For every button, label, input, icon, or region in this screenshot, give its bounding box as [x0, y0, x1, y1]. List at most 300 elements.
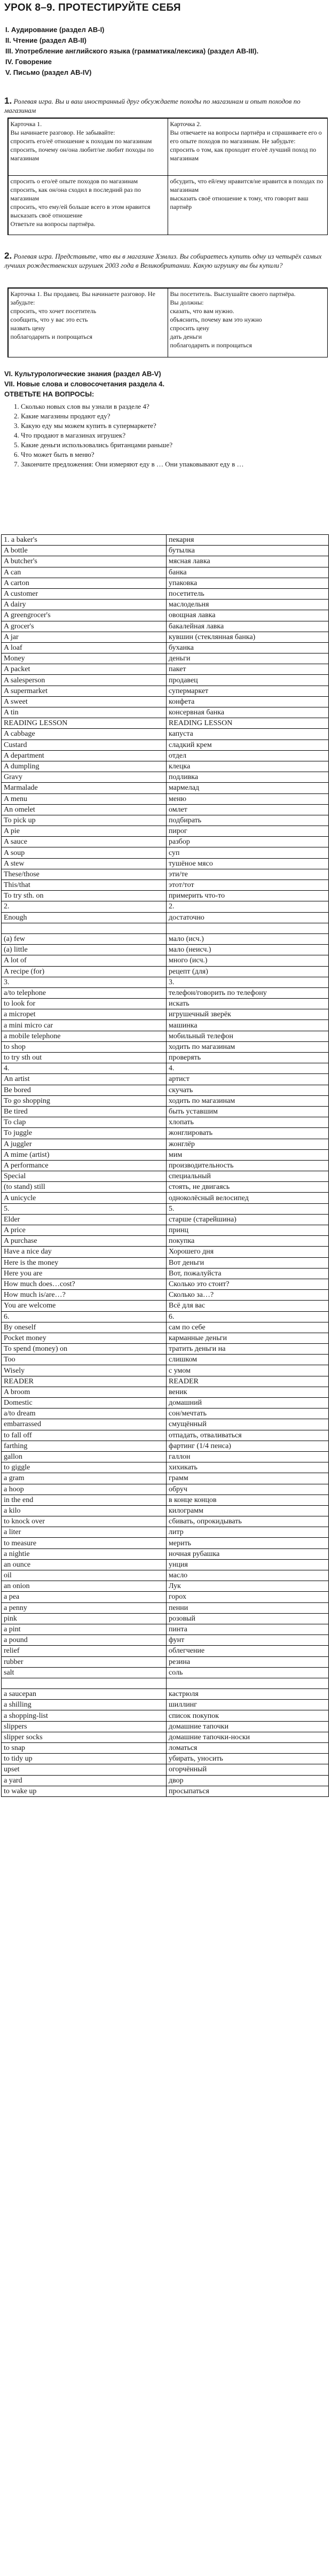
vocab-row — [2, 1106, 329, 1117]
english-term: (to stand) still — [2, 1182, 167, 1193]
russian-translation: унция — [167, 1559, 329, 1570]
english-term: A stew — [2, 858, 167, 869]
russian-translation: 5. — [167, 1203, 329, 1214]
english-term: a gram — [2, 1473, 167, 1484]
vocab-row — [2, 1149, 329, 1160]
vocab-row — [2, 1247, 329, 1257]
english-term: a kilo — [2, 1505, 167, 1516]
russian-translation: 4. — [167, 1063, 329, 1074]
english-term: a pound — [2, 1635, 167, 1646]
english-term: a penny — [2, 1602, 167, 1613]
russian-translation: суп — [167, 847, 329, 858]
vocab-row — [2, 1689, 329, 1700]
russian-translation: сладкий крем — [167, 740, 329, 750]
vocab-row — [2, 1225, 329, 1236]
english-term: To juggle — [2, 1128, 167, 1139]
english-term: Be bored — [2, 1085, 167, 1095]
section-item: III. Употребление английского языка (грамматика/лексика) (раздел АВ-III). — [5, 47, 259, 55]
english-term: Wisely — [2, 1365, 167, 1376]
english-term: Gravy — [2, 772, 167, 783]
russian-translation: список покупок — [167, 1710, 329, 1721]
vocab-row — [2, 804, 329, 815]
english-term: By oneself — [2, 1322, 167, 1333]
vocab-row — [2, 1322, 329, 1333]
english-term: (a) little — [2, 945, 167, 955]
russian-translation: хихикать — [167, 1462, 329, 1473]
english-term: A cabbage — [2, 729, 167, 740]
question-item: 3. Какую еду мы можем купить в супермаркете? — [14, 422, 156, 430]
vocab-row — [2, 664, 329, 675]
russian-translation: мало (исч.) — [167, 933, 329, 944]
english-term: oil — [2, 1570, 167, 1581]
task-text: Ролевая игра. Представьте, что вы в магазине Хэмлиз. Вы собираетесь купить одну из четырёх самых лучших рождественских игрушек 2003 года в Великобритании. Какую игрушку вы бы купили? — [4, 252, 322, 269]
english-term: READER — [2, 1376, 167, 1387]
vocab-row — [2, 1473, 329, 1484]
russian-translation: супермаркет — [167, 686, 329, 696]
task-text: Ролевая игра. Вы и ваш иностранный друг обсуждаете походы по магазинам и опыт походов по магазинам — [4, 97, 301, 114]
vocab-row — [2, 847, 329, 858]
vocab-row — [2, 880, 329, 891]
question-list — [14, 402, 329, 469]
english-term: rubber — [2, 1656, 167, 1667]
english-term: To pick up — [2, 815, 167, 826]
vocab-row — [2, 1333, 329, 1343]
english-term: A juggler — [2, 1139, 167, 1149]
question-item: 2. Какие магазины продают еду? — [14, 412, 110, 420]
vocab-row — [2, 912, 329, 923]
russian-translation: мясная лавка — [167, 556, 329, 567]
russian-translation: примерить что-то — [167, 891, 329, 901]
russian-translation: жонглёр — [167, 1139, 329, 1149]
vocab-row — [2, 610, 329, 621]
vocab-row — [2, 1009, 329, 1020]
english-term: A mime (artist) — [2, 1149, 167, 1160]
english-term: A unicycle — [2, 1193, 167, 1203]
english-term: to try sth out — [2, 1053, 167, 1063]
vocab-row — [2, 1559, 329, 1570]
vocab-row — [2, 1527, 329, 1538]
russian-translation: специальный — [167, 1171, 329, 1182]
vocab-row — [2, 1398, 329, 1408]
russian-translation: стоять, не двигаясь — [167, 1182, 329, 1193]
vocab-row — [2, 1355, 329, 1365]
russian-translation: фунт — [167, 1635, 329, 1646]
russian-translation: мобильный телефон — [167, 1031, 329, 1041]
english-term: a yard — [2, 1775, 167, 1786]
russian-translation: облегчение — [167, 1646, 329, 1656]
question-item: 6. Что может быть в меню? — [14, 450, 94, 458]
russian-translation: клецка — [167, 761, 329, 772]
russian-translation: с умом — [167, 1365, 329, 1376]
vocab-row — [2, 567, 329, 578]
russian-translation: пирог — [167, 826, 329, 837]
russian-translation: пенни — [167, 1602, 329, 1613]
vocabulary-table — [1, 534, 329, 1797]
english-term: A tin — [2, 707, 167, 718]
vocab-row — [2, 718, 329, 729]
russian-translation: хлопать — [167, 1117, 329, 1128]
russian-translation: продавец — [167, 675, 329, 686]
russian-translation: покупка — [167, 1236, 329, 1247]
russian-translation: буханка — [167, 642, 329, 653]
russian-translation: конфета — [167, 696, 329, 707]
english-term: a pea — [2, 1592, 167, 1602]
english-term: This/that — [2, 880, 167, 891]
english-term: embarrassed — [2, 1419, 167, 1430]
vocab-row — [2, 966, 329, 977]
vocab-row — [2, 696, 329, 707]
russian-translation: убирать, уносить — [167, 1754, 329, 1764]
english-term: A performance — [2, 1160, 167, 1171]
russian-translation: Сколько за…? — [167, 1290, 329, 1301]
vocab-row — [2, 1214, 329, 1225]
russian-translation: консервная банка — [167, 707, 329, 718]
english-term: A supermarket — [2, 686, 167, 696]
russian-translation: капуста — [167, 729, 329, 740]
vocab-row — [2, 1074, 329, 1085]
vocab-row — [2, 1268, 329, 1279]
vocab-row — [2, 793, 329, 804]
english-term: upset — [2, 1764, 167, 1775]
english-term: a shilling — [2, 1700, 167, 1710]
vocab-row — [2, 1408, 329, 1419]
russian-translation: жонглировать — [167, 1128, 329, 1139]
english-term: An omelet — [2, 804, 167, 815]
vocab-row — [2, 1732, 329, 1742]
russian-translation: телефон/говорить по телефону — [167, 987, 329, 998]
vocab-row — [2, 955, 329, 966]
russian-translation: пакет — [167, 664, 329, 675]
russian-translation: Вот, пожалуйста — [167, 1268, 329, 1279]
english-term: Elder — [2, 1214, 167, 1225]
english-term: 6. — [2, 1311, 167, 1322]
english-term: in the end — [2, 1495, 167, 1505]
russian-translation: эти/те — [167, 869, 329, 880]
english-term: A greengrocer's — [2, 610, 167, 621]
russian-translation: мармелад — [167, 783, 329, 793]
vocab-row — [2, 1538, 329, 1548]
english-term: How much is/are…? — [2, 1290, 167, 1301]
vocab-row — [2, 891, 329, 901]
russian-translation: огорчённый — [167, 1764, 329, 1775]
english-term: How much does…cost? — [2, 1279, 167, 1289]
task-1-cards — [7, 118, 328, 235]
english-term: gallon — [2, 1451, 167, 1462]
russian-translation: Вот деньги — [167, 1257, 329, 1268]
english-term: A jar — [2, 632, 167, 642]
english-term: A carton — [2, 578, 167, 588]
vocab-row — [2, 1505, 329, 1516]
english-term: Pocket money — [2, 1333, 167, 1343]
russian-translation: кувшин (стеклянная банка) — [167, 632, 329, 642]
english-term: Custard — [2, 740, 167, 750]
vocab-row — [2, 1301, 329, 1311]
vocab-row — [2, 1193, 329, 1203]
vocab-row — [2, 858, 329, 869]
section-list — [5, 25, 326, 78]
russian-translation: домашние тапочки — [167, 1721, 329, 1732]
english-term: slippers — [2, 1721, 167, 1732]
russian-translation: веник — [167, 1387, 329, 1397]
vocab-row — [2, 1257, 329, 1268]
english-term: A packet — [2, 664, 167, 675]
english-term: A loaf — [2, 642, 167, 653]
vocab-row — [2, 1117, 329, 1128]
russian-translation: Хорошего дня — [167, 1247, 329, 1257]
vocab-row — [2, 837, 329, 847]
russian-translation: 6. — [167, 1311, 329, 1322]
english-term: A dairy — [2, 600, 167, 610]
english-term: salt — [2, 1667, 167, 1678]
vocab-row — [2, 729, 329, 740]
vocab-row — [2, 1376, 329, 1387]
russian-translation: просыпаться — [167, 1786, 329, 1796]
vocab-row — [2, 826, 329, 837]
russian-translation: ходить по магазинам — [167, 1041, 329, 1052]
english-term: Have a nice day — [2, 1247, 167, 1257]
section-item: VI. Культурологические знания (раздел АВ-V) — [4, 370, 161, 378]
english-term: to tidy up — [2, 1754, 167, 1764]
vocab-row — [2, 1171, 329, 1182]
english-term: Special — [2, 1171, 167, 1182]
vocab-row — [2, 1203, 329, 1214]
vocabulary-body — [2, 535, 329, 1797]
vocab-row — [2, 1764, 329, 1775]
vocab-row — [2, 999, 329, 1009]
english-term: to giggle — [2, 1462, 167, 1473]
russian-translation: грамм — [167, 1473, 329, 1484]
english-term: A lot of — [2, 955, 167, 966]
russian-translation: пинта — [167, 1624, 329, 1635]
vocab-row — [2, 1624, 329, 1635]
vocab-row — [2, 578, 329, 588]
russian-translation: этот/тот — [167, 880, 329, 891]
vocab-row — [2, 1646, 329, 1656]
english-term: a micropet — [2, 1009, 167, 1020]
russian-translation: карманные деньги — [167, 1333, 329, 1343]
russian-translation: сон/мечтать — [167, 1408, 329, 1419]
english-term: READING LESSON — [2, 718, 167, 729]
russian-translation: домашний — [167, 1398, 329, 1408]
russian-translation: пекарня — [167, 535, 329, 546]
vocab-row — [2, 1516, 329, 1527]
english-term: A price — [2, 1225, 167, 1236]
vocab-row — [2, 1387, 329, 1397]
english-term: To try sth. on — [2, 891, 167, 901]
vocab-row — [2, 1721, 329, 1732]
english-term: A sauce — [2, 837, 167, 847]
vocab-row — [2, 1786, 329, 1796]
english-term: a saucepan — [2, 1689, 167, 1700]
section-item: IV. Говорение — [5, 58, 52, 66]
russian-translation: 2. — [167, 901, 329, 912]
english-term: Here you are — [2, 1268, 167, 1279]
russian-translation: резина — [167, 1656, 329, 1667]
vocab-row — [2, 783, 329, 793]
vocab-row — [2, 923, 329, 933]
english-term: a pint — [2, 1624, 167, 1635]
russian-translation: проверять — [167, 1053, 329, 1063]
vocab-row — [2, 1182, 329, 1193]
english-term: to snap — [2, 1743, 167, 1754]
russian-translation: фартинг (1/4 пенса) — [167, 1441, 329, 1451]
english-term — [2, 923, 167, 933]
russian-translation: розовый — [167, 1613, 329, 1624]
role-card: обсудить, что ей/ему нравится/не нравится в походах по магазинам высказать своё отношение к тому, что говорит ваш партнёр — [168, 175, 328, 235]
section-item: VII. Новые слова и словосочетания раздела 4. — [4, 380, 165, 388]
section-item: II. Чтение (раздел АВ-II) — [5, 36, 86, 44]
english-term: A broom — [2, 1387, 167, 1397]
vocab-row — [2, 1020, 329, 1031]
vocab-row — [2, 750, 329, 761]
vocab-row — [2, 1613, 329, 1624]
russian-translation: старше (старейшина) — [167, 1214, 329, 1225]
vocab-row — [2, 987, 329, 998]
role-card: Вы посетитель. Выслушайте своего партнёра. Вы должны: сказать, что вам нужно. объяснить, почему вам это нужно спросить цену дать деньги поблагодарить и попрощаться — [168, 288, 328, 357]
vocab-row — [2, 546, 329, 556]
english-term: To spend (money) on — [2, 1344, 167, 1355]
english-term: To go shopping — [2, 1095, 167, 1106]
english-term: Money — [2, 653, 167, 664]
english-term: farthing — [2, 1441, 167, 1451]
section-item: ОТВЕТЬТЕ НА ВОПРОСЫ: — [4, 390, 94, 398]
russian-translation: в конце концов — [167, 1495, 329, 1505]
russian-translation: мерить — [167, 1538, 329, 1548]
russian-translation — [167, 1678, 329, 1688]
russian-translation: READER — [167, 1376, 329, 1387]
english-term: Too — [2, 1355, 167, 1365]
vocab-row — [2, 761, 329, 772]
vocab-row — [2, 772, 329, 783]
russian-translation: Лук — [167, 1581, 329, 1592]
english-term: Here is the money — [2, 1257, 167, 1268]
english-term: a shopping-list — [2, 1710, 167, 1721]
russian-translation: ходить по магазинам — [167, 1095, 329, 1106]
russian-translation: подливка — [167, 772, 329, 783]
english-term: pink — [2, 1613, 167, 1624]
russian-translation: бакалейная лавка — [167, 621, 329, 632]
vocab-row — [2, 621, 329, 632]
vocab-row — [2, 815, 329, 826]
russian-translation: деньги — [167, 653, 329, 664]
vocab-row — [2, 1430, 329, 1441]
russian-translation: сбивать, опрокидывать — [167, 1516, 329, 1527]
english-term — [2, 1678, 167, 1688]
vocab-row — [2, 1548, 329, 1559]
russian-translation: домашние тапочки-носки — [167, 1732, 329, 1742]
english-term: To clap — [2, 1117, 167, 1128]
russian-translation: много (исч.) — [167, 955, 329, 966]
english-term: an onion — [2, 1581, 167, 1592]
russian-translation: тушёное мясо — [167, 858, 329, 869]
russian-translation: смущённый — [167, 1419, 329, 1430]
english-term: A pie — [2, 826, 167, 837]
english-term: A department — [2, 750, 167, 761]
russian-translation: упаковка — [167, 578, 329, 588]
vocab-row — [2, 1365, 329, 1376]
russian-translation: ломаться — [167, 1743, 329, 1754]
russian-translation: искать — [167, 999, 329, 1009]
english-term: (a) few — [2, 933, 167, 944]
vocab-row — [2, 1095, 329, 1106]
russian-translation: READING LESSON — [167, 718, 329, 729]
question-item: 5. Какие деньги использовались британцами раньше? — [14, 441, 173, 449]
role-card: Карточка 1. Вы начинаете разговор. Не забывайте: спросить его/её отношение к походам по магазинам спросить, почему он/она любит/не любит походы по магазинам — [8, 118, 168, 176]
question-item: 1. Сколько новых слов вы узнали в разделе 4? — [14, 402, 149, 410]
vocab-row — [2, 675, 329, 686]
english-term: Be tired — [2, 1106, 167, 1117]
vocab-row — [2, 1160, 329, 1171]
english-term: You are welcome — [2, 1301, 167, 1311]
russian-translation: Всё для вас — [167, 1301, 329, 1311]
english-term: 3. — [2, 977, 167, 987]
vocab-row — [2, 1419, 329, 1430]
english-term: a mobile telephone — [2, 1031, 167, 1041]
russian-translation: сам по себе — [167, 1322, 329, 1333]
russian-translation: омлет — [167, 804, 329, 815]
russian-translation: Сколько это стоит? — [167, 1279, 329, 1289]
russian-translation: мим — [167, 1149, 329, 1160]
russian-translation: быть уставшим — [167, 1106, 329, 1117]
russian-translation: ночная рубашка — [167, 1548, 329, 1559]
vocab-row — [2, 1290, 329, 1301]
english-term: A can — [2, 567, 167, 578]
english-term: a nightie — [2, 1548, 167, 1559]
english-term: A customer — [2, 588, 167, 599]
sub-sections — [4, 369, 328, 399]
role-card: Карточка 1. Вы продавец. Вы начинаете разговор. Не забудьте: спросить, что хочет посетитель сообщить, что у вас это есть назвать цену поблагодарить и попрощаться — [8, 288, 168, 357]
russian-translation: игрушечный зверёк — [167, 1009, 329, 1020]
russian-translation: разбор — [167, 837, 329, 847]
english-term: 5. — [2, 1203, 167, 1214]
english-term: to knock over — [2, 1516, 167, 1527]
russian-translation: бутылка — [167, 546, 329, 556]
russian-translation: банка — [167, 567, 329, 578]
russian-translation: килограмм — [167, 1505, 329, 1516]
english-term: Marmalade — [2, 783, 167, 793]
english-term: A dumpling — [2, 761, 167, 772]
russian-translation: одноколёсный велосипед — [167, 1193, 329, 1203]
vocab-row — [2, 740, 329, 750]
english-term: These/those — [2, 869, 167, 880]
english-term: A salesperson — [2, 675, 167, 686]
english-term: An artist — [2, 1074, 167, 1085]
task-2-prompt — [4, 251, 328, 270]
vocab-row — [2, 1678, 329, 1688]
russian-translation: маслодельня — [167, 600, 329, 610]
english-term: to wake up — [2, 1786, 167, 1796]
question-item: 7. Закончите предложения: Они измеряют еду в … Они упаковывают еду в … — [14, 460, 244, 468]
english-term: A grocer's — [2, 621, 167, 632]
english-term: 4. — [2, 1063, 167, 1074]
russian-translation: соль — [167, 1667, 329, 1678]
vocab-row — [2, 1656, 329, 1667]
vocab-row — [2, 1063, 329, 1074]
russian-translation: отдел — [167, 750, 329, 761]
vocab-row — [2, 1128, 329, 1139]
english-term: A menu — [2, 793, 167, 804]
russian-translation: обруч — [167, 1484, 329, 1495]
vocab-row — [2, 1311, 329, 1322]
vocab-row — [2, 1592, 329, 1602]
vocab-row — [2, 1053, 329, 1063]
english-term: a/to telephone — [2, 987, 167, 998]
english-term: A bottle — [2, 546, 167, 556]
vocab-row — [2, 653, 329, 664]
vocab-row — [2, 1570, 329, 1581]
english-term: a hoop — [2, 1484, 167, 1495]
english-term: 2. — [2, 901, 167, 912]
